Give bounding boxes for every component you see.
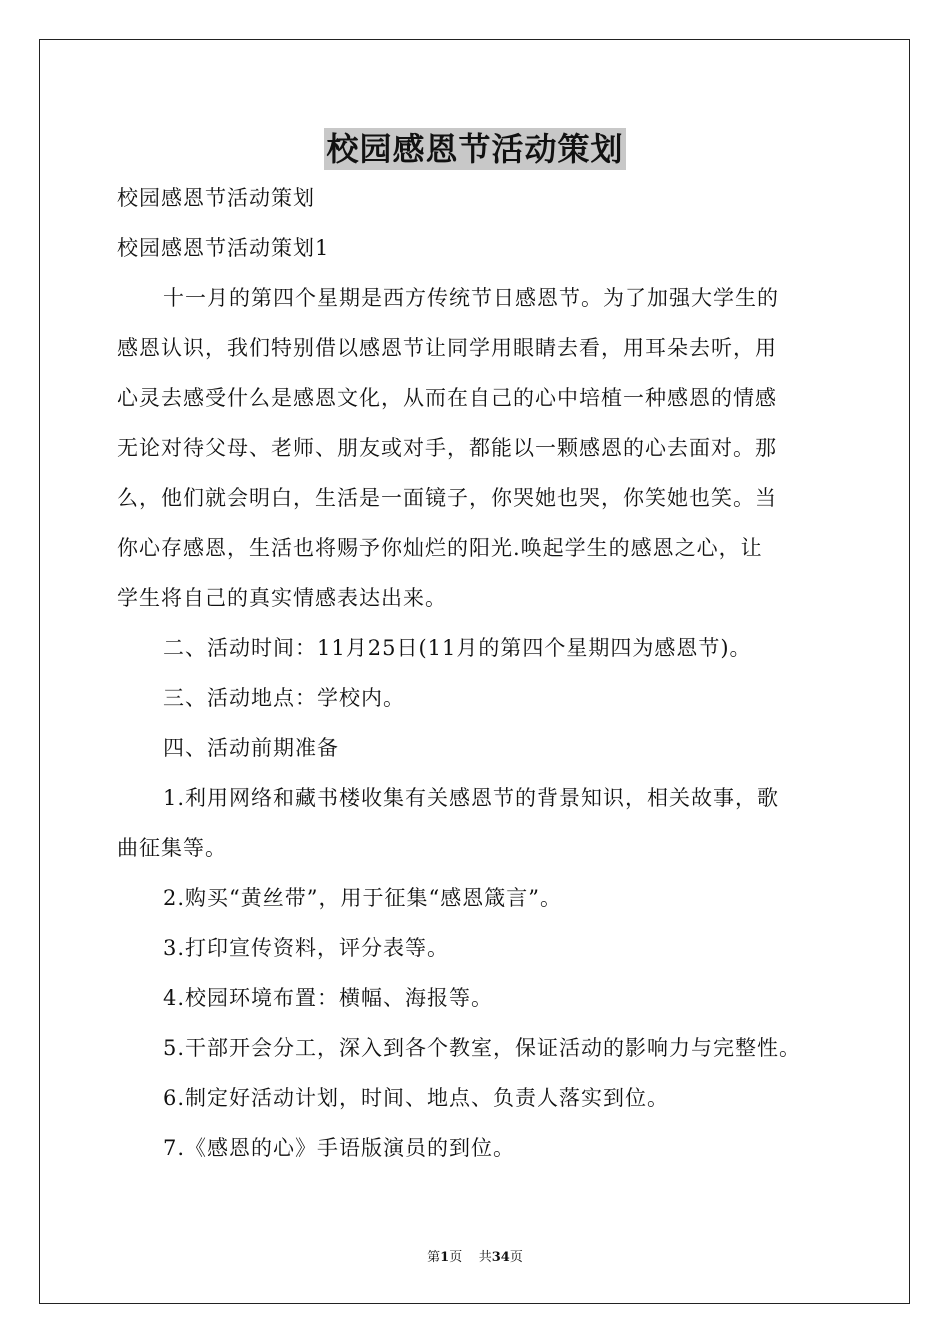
document-subtitle: 校园感恩节活动策划 xyxy=(117,186,315,210)
prep-item-3: 3.打印宣传资料，评分表等。 xyxy=(163,936,450,960)
paragraph1-line-7: 学生将自己的真实情感表达出来。 xyxy=(117,586,447,610)
prep-item-1-line-1: 1.利用网络和藏书楼收集有关感恩节的背景知识，相关故事，歌 xyxy=(163,786,780,810)
prep-heading: 四、活动前期准备 xyxy=(163,736,339,760)
title-container xyxy=(0,128,950,170)
paragraph1-line-5: 么，他们就会明白，生活是一面镜子，你哭她也哭，你笑她也笑。当 xyxy=(117,486,777,510)
activity-place: 三、活动地点：学校内。 xyxy=(163,686,405,710)
section-heading: 校园感恩节活动策划1 xyxy=(117,236,330,260)
footer-page-suffix: 页 xyxy=(509,1250,523,1265)
page-border xyxy=(39,39,910,1304)
paragraph1-line-1: 十一月的第四个星期是西方传统节日感恩节。为了加强大学生的 xyxy=(163,286,779,310)
paragraph1-line-6: 你心存感恩，生活也将赐予你灿烂的阳光.唤起学生的感恩之心，让 xyxy=(117,536,763,560)
paragraph1-line-4: 无论对待父母、老师、朋友或对手，都能以一颗感恩的心去面对。那 xyxy=(117,436,777,460)
prep-item-5: 5.干部开会分工，深入到各个教室，保证活动的影响力与完整性。 xyxy=(163,1036,802,1060)
prep-item-4: 4.校园环境布置：横幅、海报等。 xyxy=(163,986,494,1010)
paragraph1-line-2: 感恩认识，我们特别借以感恩节让同学用眼睛去看，用耳朵去听，用 xyxy=(117,336,777,360)
prep-item-1-line-2: 曲征集等。 xyxy=(117,836,227,860)
footer-page-prefix: 第 xyxy=(427,1250,441,1265)
footer-page-total: 34 xyxy=(491,1250,510,1265)
prep-item-2: 2.购买“黄丝带”，用于征集“感恩箴言”。 xyxy=(163,886,562,910)
prep-item-7: 7.《感恩的心》手语版演员的到位。 xyxy=(163,1136,516,1160)
document-title: 校园感恩节活动策划 xyxy=(326,130,624,168)
prep-item-6: 6.制定好活动计划，时间、地点、负责人落实到位。 xyxy=(163,1086,670,1110)
activity-time: 二、活动时间：11月25日(11月的第四个星期四为感恩节)。 xyxy=(163,636,752,660)
paragraph1-line-3: 心灵去感受什么是感恩文化，从而在自己的心中培植一种感恩的情感 xyxy=(117,386,777,410)
footer-page-current: 1 xyxy=(440,1250,450,1265)
footer-page-mid: 页 共 xyxy=(449,1250,492,1265)
page-footer xyxy=(0,1249,950,1267)
